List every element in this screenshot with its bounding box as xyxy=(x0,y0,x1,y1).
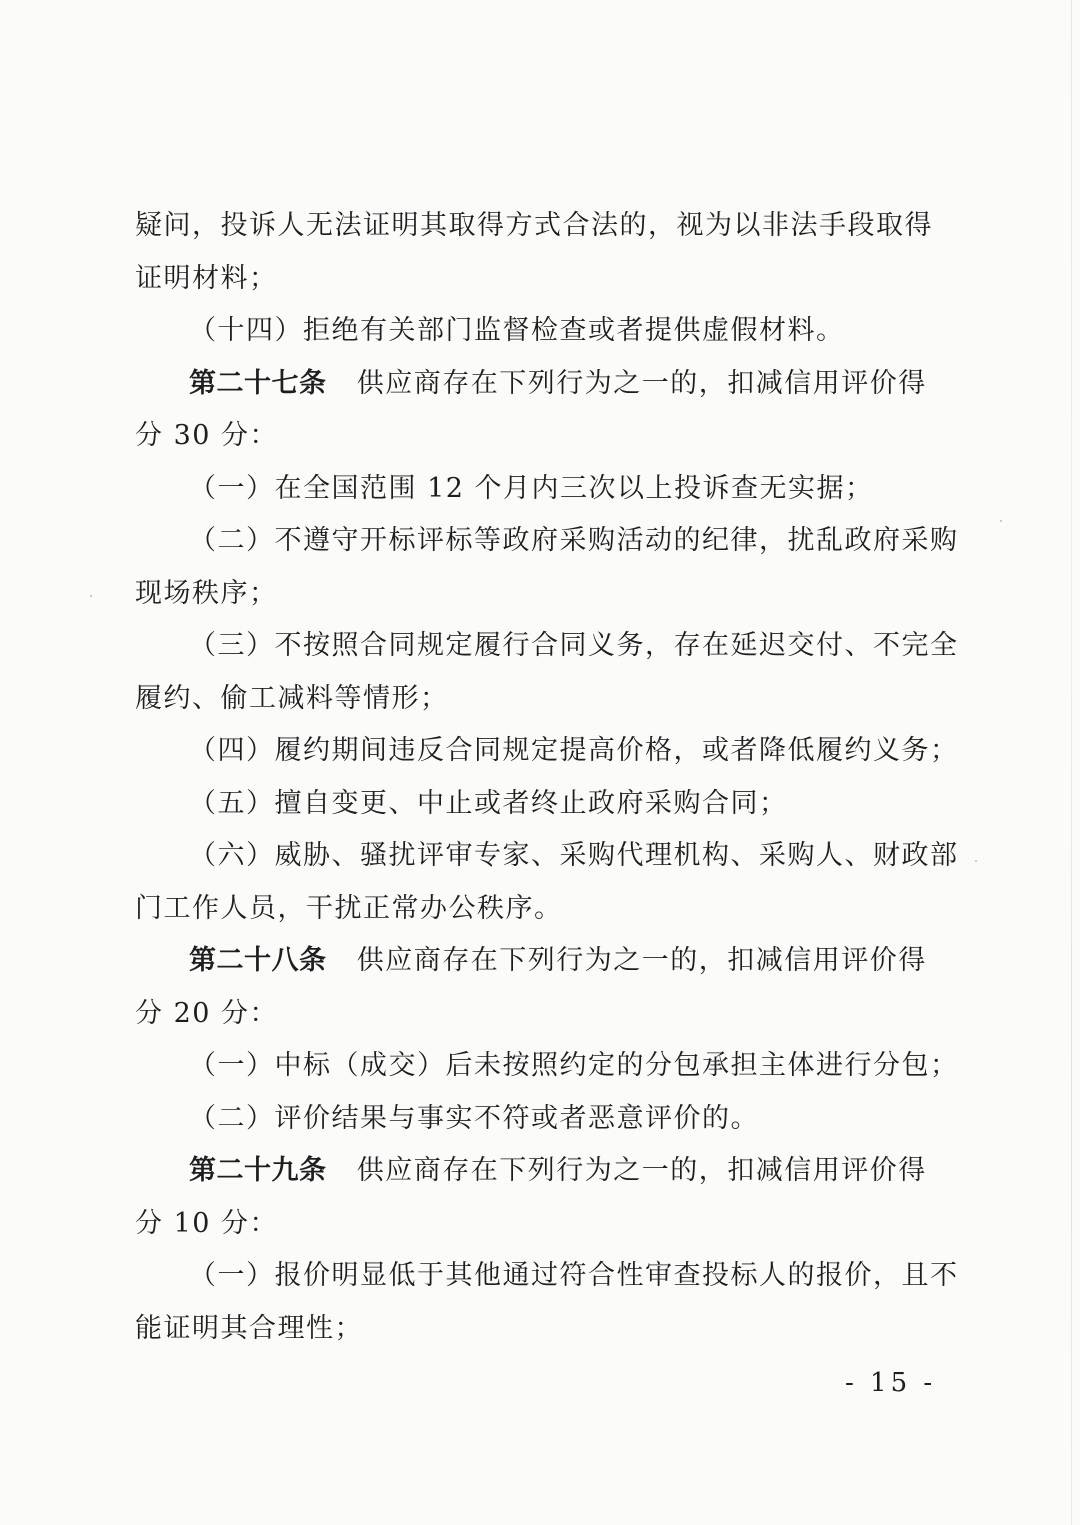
article-29-line xyxy=(135,1145,927,1198)
text-line: 分 10 分： xyxy=(135,1207,279,1239)
article-28-heading: 第二十八条 xyxy=(189,945,327,976)
article-28-line xyxy=(135,935,927,988)
list-item-6: （六）威胁、骚扰评审专家、采购代理机构、采购人、财政部 xyxy=(189,840,959,871)
article-29-text: 供应商存在下列行为之一的，扣减信用评价得 xyxy=(356,1155,927,1186)
page-number: - 15 - xyxy=(845,1368,937,1398)
article-29-heading: 第二十九条 xyxy=(189,1155,327,1186)
scan-edge-line xyxy=(1071,0,1072,1525)
list-item-5: （五）擅自变更、中止或者终止政府采购合同； xyxy=(189,787,788,819)
list-item-1: （一）报价明显低于其他通过符合性审查投标人的报价，且不 xyxy=(189,1260,959,1291)
article-28-text: 供应商存在下列行为之一的，扣减信用评价得 xyxy=(356,945,927,976)
text-line: 分 20 分： xyxy=(135,997,279,1029)
list-item-3: （三）不按照合同规定履行合同义务，存在延迟交付、不完全 xyxy=(189,630,959,661)
scan-speck xyxy=(90,595,92,597)
list-item-1: （一）中标（成交）后未按照约定的分包承担主体进行分包； xyxy=(189,1050,959,1081)
scan-speck xyxy=(975,860,977,862)
list-item-2: （二）不遵守开标评标等政府采购活动的纪律，扰乱政府采购 xyxy=(189,525,959,556)
text-line: 分 30 分： xyxy=(135,420,279,451)
text-line: 门工作人员，干扰正常办公秩序。 xyxy=(135,892,563,924)
list-item-4: （四）履约期间违反合同规定提高价格，或者降低履约义务； xyxy=(189,735,959,766)
document-body xyxy=(135,200,959,1355)
article-27-line xyxy=(135,358,927,411)
list-item-2: （二）评价结果与事实不符或者恶意评价的。 xyxy=(189,1102,759,1134)
text-line: 能证明其合理性； xyxy=(135,1312,363,1344)
list-item-14: （十四）拒绝有关部门监督检查或者提供虚假材料。 xyxy=(189,315,845,346)
text-line: 现场秩序； xyxy=(135,577,278,609)
text-line: 履约、偷工减料等情形； xyxy=(135,682,449,714)
article-27-heading: 第二十七条 xyxy=(189,367,327,399)
scan-speck xyxy=(1000,520,1002,522)
text-line: 疑问，投诉人无法证明其取得方式合法的，视为以非法手段取得 xyxy=(135,210,933,241)
article-27-text: 供应商存在下列行为之一的，扣减信用评价得 xyxy=(356,367,927,399)
text-line: 证明材料； xyxy=(135,262,278,294)
list-item-1: （一）在全国范围 12 个月内三次以上投诉查无实据； xyxy=(189,472,874,504)
